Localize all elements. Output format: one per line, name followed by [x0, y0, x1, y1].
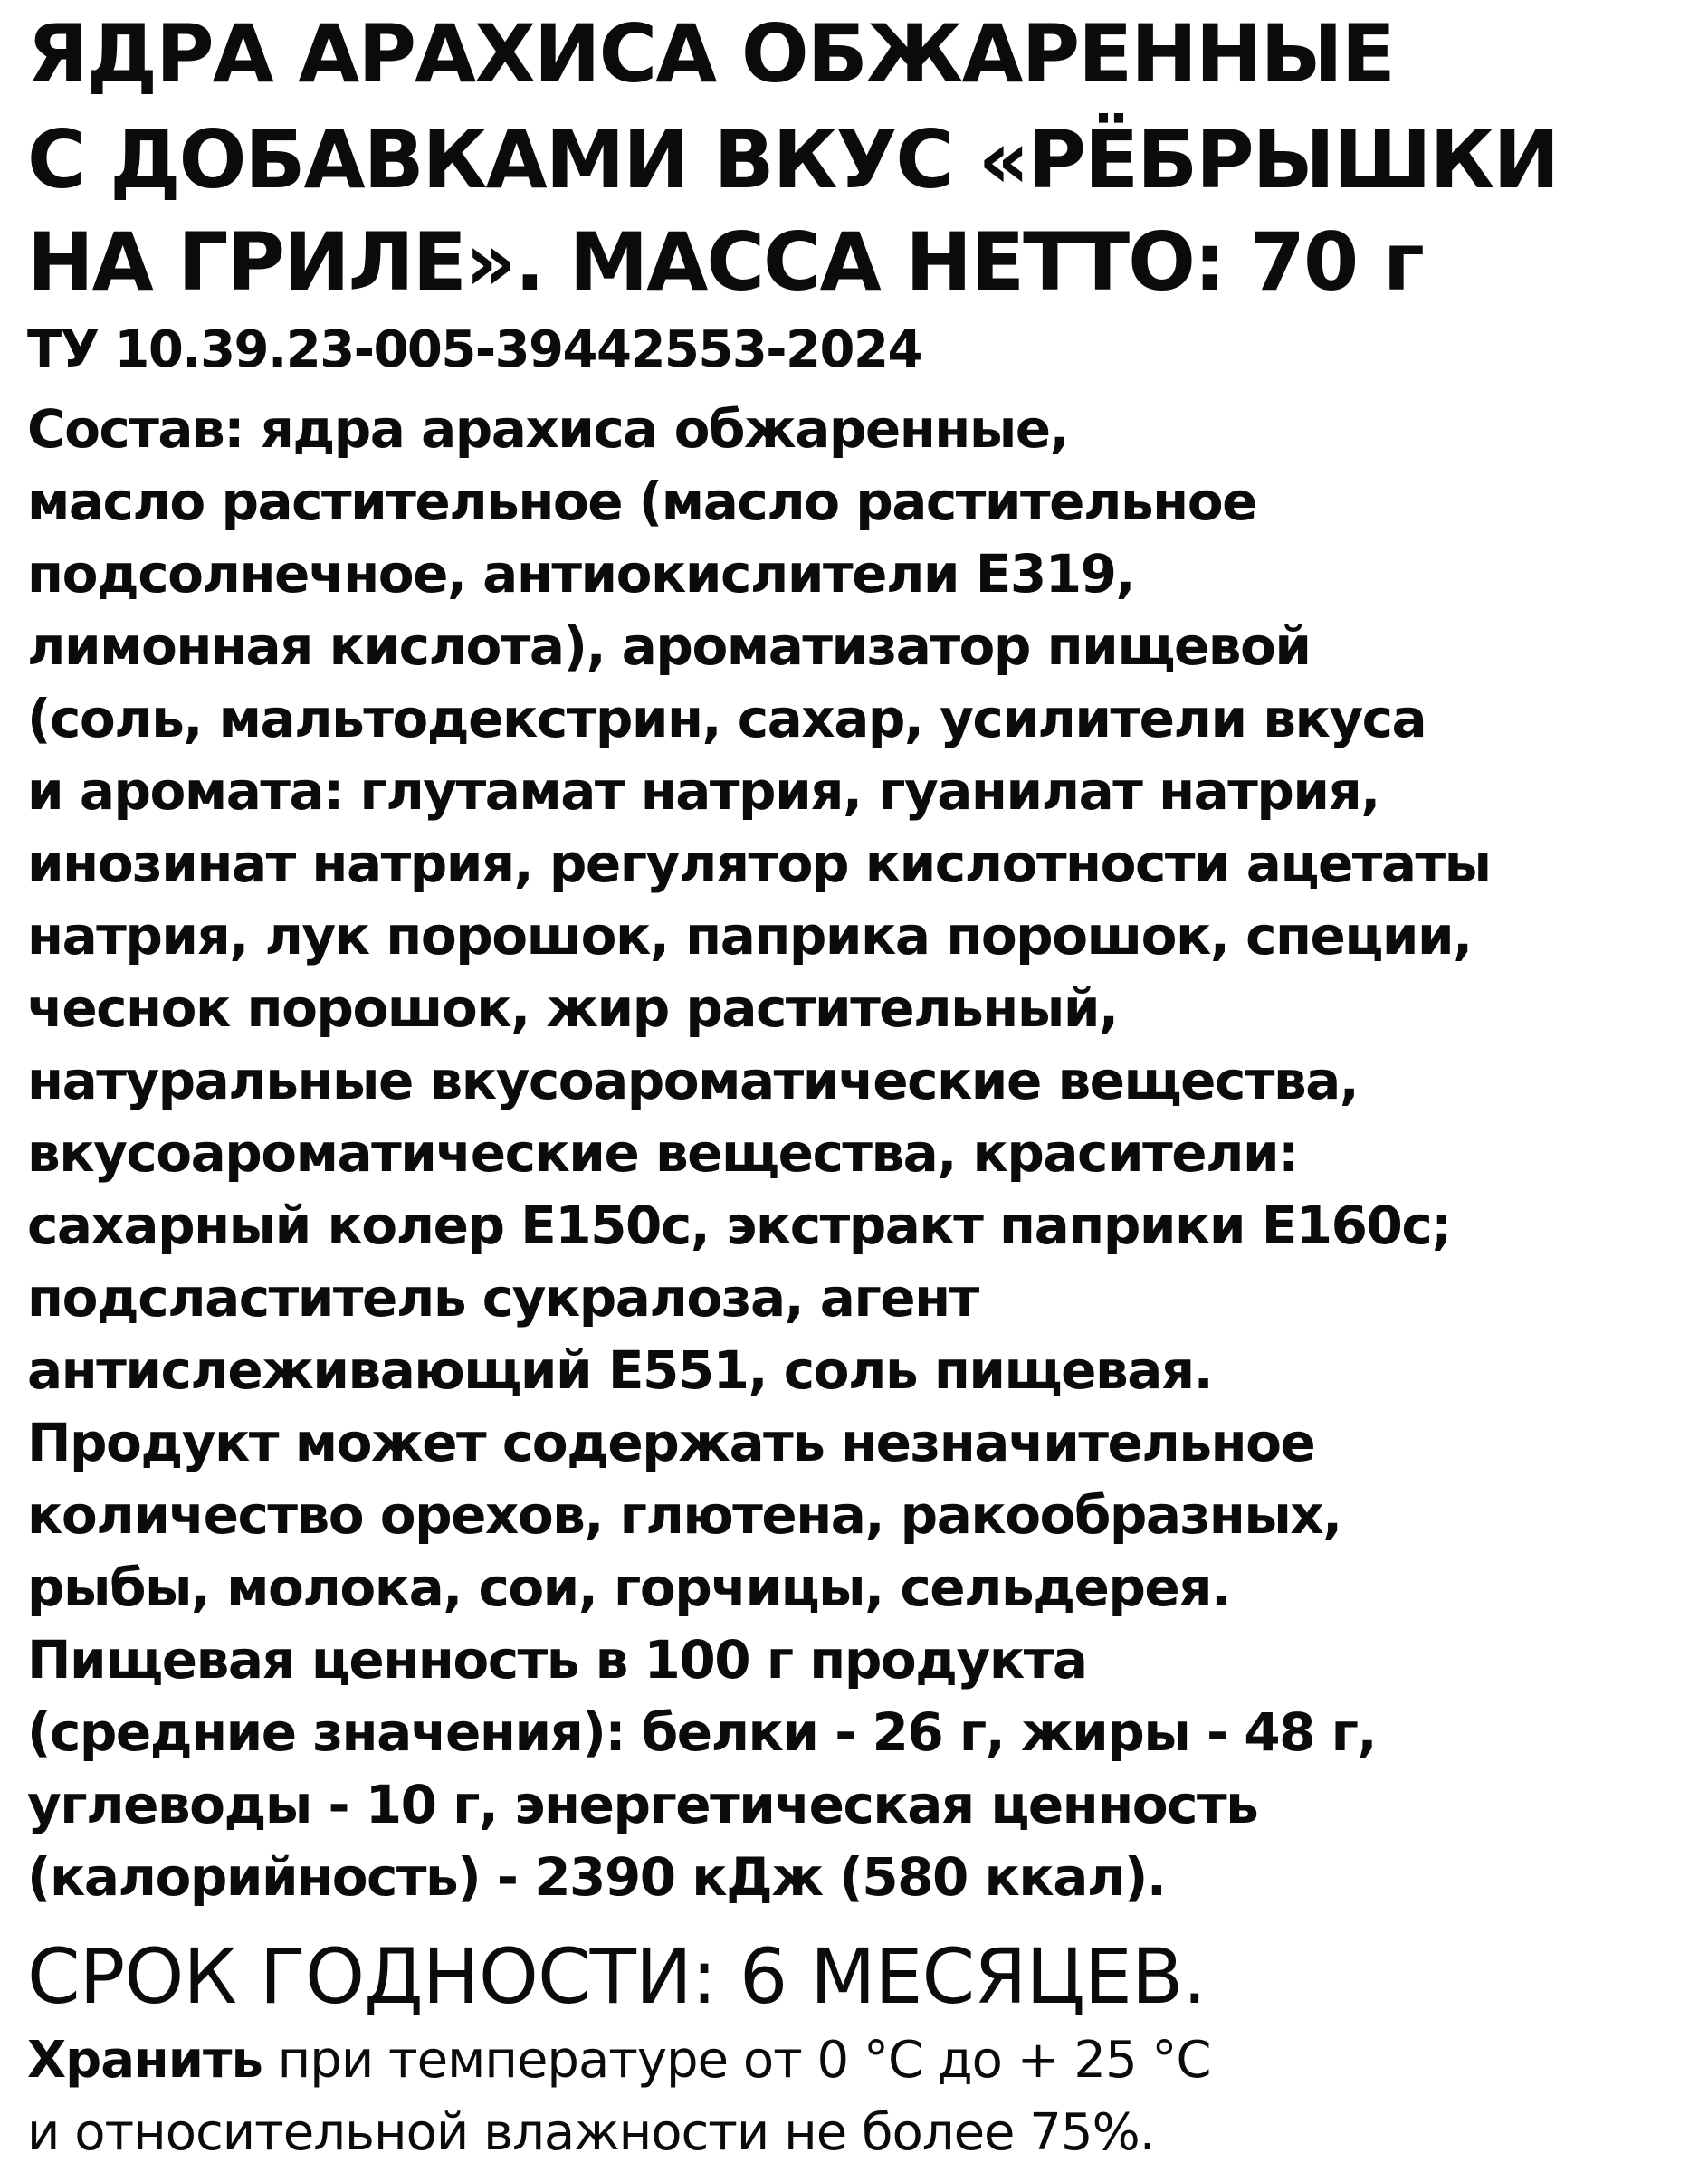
composition-line-10: натуральные вкусоароматические вещества, [27, 1050, 1359, 1111]
composition-text: ядра арахиса обжаренные, [243, 398, 1069, 460]
nutrition-line-1: (средние значения): белки - 26 г, жиры - 48 г, [27, 1701, 1376, 1763]
composition-line-9: чеснок порошок, жир растительный, [27, 977, 1118, 1039]
composition-line-6: и аромата: глутамат натрия, гуанилат натрия, [27, 760, 1379, 822]
nutrition-line-2: углеводы - 10 г, энергетическая ценность [27, 1774, 1258, 1835]
allergen-line-2: количество орехов, глютена, ракообразных, [27, 1484, 1341, 1546]
shelf-life: СРОК ГОДНОСТИ: 6 МЕСЯЦЕВ. [27, 1932, 1207, 2021]
storage-conditions: при температуре от 0 °С до + 25 °С [262, 2031, 1211, 2090]
storage-line-2: и относительной влажности не более 75%. [27, 2103, 1155, 2162]
composition-line-11: вкусоароматические вещества, красители: [27, 1122, 1298, 1184]
product-title-line-2: С ДОБАВКАМИ ВКУС «РЁБРЫШКИ [27, 113, 1559, 206]
composition-line-13: подсластитель сукралоза, агент [27, 1267, 978, 1329]
nutrition-line-3: (калорийность) - 2390 кДж (580 ккал). [27, 1846, 1166, 1908]
product-title-line-3: НА ГРИЛЕ». МАССА НЕТТО: 70 г [27, 215, 1423, 309]
allergen-line-3: рыбы, молока, сои, горчицы, сельдерея. [27, 1557, 1230, 1618]
composition-line-3: подсолнечное, антиокислители Е319, [27, 543, 1134, 605]
composition-line-5: (соль, мальтодекстрин, сахар, усилители вкуса [27, 688, 1427, 749]
composition-line-12: сахарный колер Е150с, экстракт паприки Е160с; [27, 1195, 1451, 1256]
composition-line-8: натрия, лук порошок, паприка порошок, специи, [27, 905, 1472, 967]
tu-code: ТУ 10.39.23-005-39442553-2024 [27, 320, 921, 379]
storage-line-1 [27, 2031, 1211, 2090]
storage-label: Хранить [27, 2031, 262, 2090]
composition-line-14: антислеживающий Е551, соль пищевая. [27, 1339, 1213, 1401]
composition-label: Состав: [27, 398, 243, 460]
composition-line-2: масло растительное (масло растительное [27, 471, 1256, 532]
product-title-line-1: ЯДРА АРАХИСА ОБЖАРЕННЫЕ [27, 7, 1394, 100]
composition-line-1 [27, 398, 1068, 460]
composition-line-4: лимонная кислота), ароматизатор пищевой [27, 615, 1311, 677]
composition-line-7: инозинат натрия, регулятор кислотности ацетаты [27, 833, 1491, 894]
allergen-line-1: Продукт может содержать незначительное [27, 1412, 1315, 1473]
nutrition-heading: Пищевая ценность в 100 г продукта [27, 1629, 1087, 1691]
